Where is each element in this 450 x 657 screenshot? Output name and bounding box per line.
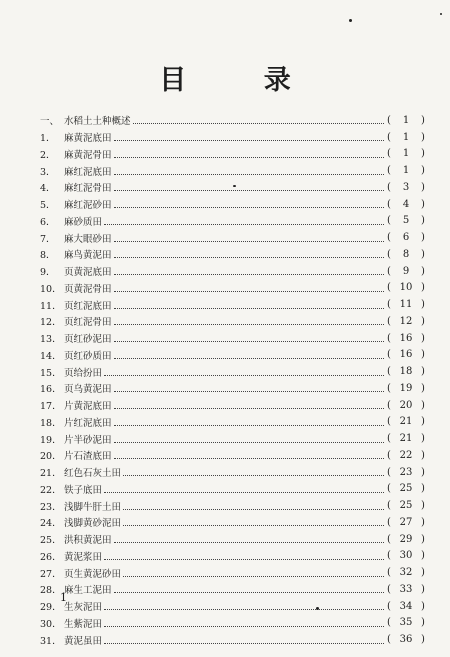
dot-leader bbox=[114, 248, 384, 258]
entry-page: 11 bbox=[399, 299, 413, 311]
entry-number: 5． bbox=[40, 200, 56, 212]
dot-leader bbox=[114, 131, 384, 141]
entry-page: 9 bbox=[402, 265, 410, 277]
entry-title: 页红泥底田 bbox=[64, 300, 112, 312]
entry-title: 页红泥骨田 bbox=[64, 317, 112, 329]
entry-page-ref bbox=[386, 500, 426, 511]
entry-number: 1． bbox=[40, 133, 56, 145]
entry-title: 浅脚黄砂泥田 bbox=[64, 518, 122, 530]
entry-title: 页生黄泥砂田 bbox=[64, 568, 122, 580]
entry-page: 21 bbox=[399, 416, 413, 428]
entry-page: 35 bbox=[399, 617, 413, 629]
entry-number: 18． bbox=[40, 417, 62, 429]
entry-page-ref bbox=[386, 266, 426, 277]
entry-page: 12 bbox=[399, 315, 413, 327]
dot-leader bbox=[114, 433, 384, 443]
entry-page-ref bbox=[386, 450, 426, 461]
entry-page: 5 bbox=[402, 215, 410, 227]
open-paren: ( bbox=[387, 466, 391, 478]
entry-number: 19． bbox=[40, 434, 62, 446]
entry-page: 6 bbox=[402, 232, 410, 244]
dot-leader bbox=[123, 567, 384, 577]
entry-page-ref bbox=[386, 232, 426, 243]
entry-number: 10． bbox=[40, 283, 62, 295]
entry-page: 30 bbox=[399, 550, 413, 562]
dot-leader bbox=[114, 299, 384, 309]
toc-entry bbox=[40, 296, 426, 313]
close-paren: ) bbox=[421, 198, 425, 210]
entry-page: 27 bbox=[399, 516, 413, 528]
close-paren: ) bbox=[421, 567, 425, 579]
open-paren: ( bbox=[387, 583, 391, 595]
entry-title: 麻黄泥骨田 bbox=[64, 149, 112, 161]
dot-leader bbox=[114, 349, 384, 359]
dot-leader bbox=[114, 315, 384, 325]
entry-page: 29 bbox=[399, 533, 413, 545]
open-paren: ( bbox=[387, 315, 391, 327]
close-paren: ) bbox=[421, 265, 425, 277]
close-paren: ) bbox=[421, 248, 425, 260]
dot-leader bbox=[104, 634, 384, 644]
entry-title: 铁子底田 bbox=[64, 484, 103, 496]
entry-number: 14． bbox=[40, 350, 62, 362]
entry-page-ref bbox=[386, 249, 426, 260]
close-paren: ) bbox=[421, 299, 425, 311]
entry-page-ref bbox=[386, 400, 426, 411]
entry-title: 水稻土土种概述 bbox=[64, 116, 131, 128]
toc-entry bbox=[40, 564, 426, 581]
entry-title: 片石渣底田 bbox=[64, 451, 112, 463]
toc-entry bbox=[40, 112, 426, 129]
toc-entry bbox=[40, 229, 426, 246]
close-paren: ) bbox=[421, 349, 425, 361]
dot-leader bbox=[114, 282, 384, 292]
entry-page-ref bbox=[386, 550, 426, 561]
entry-title: 页黄泥骨田 bbox=[64, 283, 112, 295]
entry-number: 16． bbox=[40, 384, 62, 396]
entry-number: 15． bbox=[40, 367, 62, 379]
entry-page: 22 bbox=[399, 449, 413, 461]
dot-leader bbox=[104, 617, 384, 627]
entry-title: 页红砂泥田 bbox=[64, 334, 112, 346]
entry-page-ref bbox=[386, 584, 426, 595]
entry-number: 30． bbox=[40, 618, 62, 630]
close-paren: ) bbox=[421, 232, 425, 244]
open-paren: ( bbox=[387, 516, 391, 528]
entry-title: 页红砂质田 bbox=[64, 350, 112, 362]
entry-title: 生紫泥田 bbox=[64, 618, 103, 630]
entry-page-ref bbox=[386, 316, 426, 327]
dot-leader bbox=[114, 533, 384, 543]
dot-leader bbox=[114, 181, 384, 191]
toc-entry bbox=[40, 129, 426, 146]
toc-entry bbox=[40, 263, 426, 280]
dot-leader bbox=[114, 583, 384, 593]
close-paren: ) bbox=[421, 131, 425, 143]
entry-number: 2． bbox=[40, 149, 56, 161]
entry-page-ref bbox=[386, 282, 426, 293]
toc-entry bbox=[40, 196, 426, 213]
entry-number: 22． bbox=[40, 484, 62, 496]
toc-entry bbox=[40, 313, 426, 330]
open-paren: ( bbox=[387, 399, 391, 411]
toc-entry bbox=[40, 631, 426, 648]
entry-title: 页给扮田 bbox=[64, 367, 103, 379]
entry-page: 25 bbox=[399, 500, 413, 512]
open-paren: ( bbox=[387, 265, 391, 277]
entry-number: 21． bbox=[40, 468, 62, 480]
entry-title: 麻红泥骨田 bbox=[64, 183, 112, 195]
close-paren: ) bbox=[421, 165, 425, 177]
open-paren: ( bbox=[387, 215, 391, 227]
open-paren: ( bbox=[387, 483, 391, 495]
toc-entry bbox=[40, 581, 426, 598]
entry-number: 9． bbox=[40, 267, 56, 279]
entry-title: 麻大眼砂田 bbox=[64, 233, 112, 245]
dot-leader bbox=[123, 466, 384, 476]
close-paren: ) bbox=[421, 382, 425, 394]
entry-title: 麻红泥底田 bbox=[64, 166, 112, 178]
entry-title: 麻鸟黄泥田 bbox=[64, 250, 112, 262]
entry-page-ref bbox=[386, 634, 426, 645]
entry-number: 23． bbox=[40, 501, 62, 513]
entry-page: 1 bbox=[402, 131, 410, 143]
open-paren: ( bbox=[387, 148, 391, 160]
entry-page-ref bbox=[386, 299, 426, 310]
entry-page: 21 bbox=[399, 433, 413, 445]
open-paren: ( bbox=[387, 567, 391, 579]
entry-number: 3． bbox=[40, 166, 56, 178]
entry-number: 4． bbox=[40, 183, 56, 195]
entry-page: 36 bbox=[399, 634, 413, 646]
close-paren: ) bbox=[421, 366, 425, 378]
dot-leader bbox=[114, 265, 384, 275]
toc-entry bbox=[40, 531, 426, 548]
toc-entry bbox=[40, 598, 426, 615]
entry-title: 红色石灰土田 bbox=[64, 468, 122, 480]
close-paren: ) bbox=[421, 533, 425, 545]
dot-leader bbox=[114, 382, 384, 392]
open-paren: ( bbox=[387, 382, 391, 394]
dot-leader bbox=[114, 399, 384, 409]
open-paren: ( bbox=[387, 449, 391, 461]
toc-entry bbox=[40, 363, 426, 380]
dot-leader bbox=[123, 500, 384, 510]
dot-leader bbox=[114, 198, 384, 208]
entry-title: 片红泥底田 bbox=[64, 417, 112, 429]
open-paren: ( bbox=[387, 232, 391, 244]
open-paren: ( bbox=[387, 332, 391, 344]
close-paren: ) bbox=[421, 466, 425, 478]
entry-title: 麻砂质田 bbox=[64, 216, 103, 228]
dot-leader bbox=[114, 449, 384, 459]
toc-entry bbox=[40, 213, 426, 230]
entry-number: 12． bbox=[40, 317, 62, 329]
toc-entry bbox=[40, 380, 426, 397]
entry-number: 25． bbox=[40, 535, 62, 547]
entry-page-ref bbox=[386, 148, 426, 159]
dot-leader bbox=[114, 416, 384, 426]
entry-page: 25 bbox=[399, 483, 413, 495]
open-paren: ( bbox=[387, 248, 391, 260]
entry-page: 4 bbox=[402, 198, 410, 210]
entry-page-ref bbox=[386, 349, 426, 360]
close-paren: ) bbox=[421, 148, 425, 160]
entry-page-ref bbox=[386, 601, 426, 612]
entry-page: 34 bbox=[399, 600, 413, 612]
close-paren: ) bbox=[421, 550, 425, 562]
entry-page: 1 bbox=[402, 165, 410, 177]
toc-entry bbox=[40, 497, 426, 514]
toc-entry bbox=[40, 330, 426, 347]
entry-page-ref bbox=[386, 483, 426, 494]
entry-number: 24． bbox=[40, 518, 62, 530]
close-paren: ) bbox=[421, 449, 425, 461]
page-number: 1 bbox=[60, 591, 67, 604]
entry-title: 页黄泥底田 bbox=[64, 267, 112, 279]
open-paren: ( bbox=[387, 349, 391, 361]
entry-title: 麻黄泥底田 bbox=[64, 133, 112, 145]
dot-leader bbox=[133, 114, 384, 124]
toc-entry bbox=[40, 481, 426, 498]
dot-leader bbox=[123, 516, 384, 526]
open-paren: ( bbox=[387, 165, 391, 177]
entry-page-ref bbox=[386, 215, 426, 226]
entry-page: 23 bbox=[399, 466, 413, 478]
entry-number: 20． bbox=[40, 451, 62, 463]
entry-page-ref bbox=[386, 366, 426, 377]
entry-page: 18 bbox=[399, 366, 413, 378]
entry-number: 8． bbox=[40, 250, 56, 262]
dot-leader bbox=[114, 148, 384, 158]
entry-page: 10 bbox=[399, 282, 413, 294]
toc-entry bbox=[40, 464, 426, 481]
toc-entry bbox=[40, 280, 426, 297]
close-paren: ) bbox=[421, 332, 425, 344]
open-paren: ( bbox=[387, 416, 391, 428]
entry-title: 片半砂泥田 bbox=[64, 434, 112, 446]
entry-page-ref bbox=[386, 383, 426, 394]
open-paren: ( bbox=[387, 114, 391, 126]
entry-page-ref bbox=[386, 182, 426, 193]
entry-page-ref bbox=[386, 433, 426, 444]
entry-number: 6． bbox=[40, 216, 56, 228]
open-paren: ( bbox=[387, 131, 391, 143]
toc-entry bbox=[40, 548, 426, 565]
entry-page: 33 bbox=[399, 583, 413, 595]
entry-page: 1 bbox=[402, 114, 410, 126]
close-paren: ) bbox=[421, 483, 425, 495]
entry-page: 19 bbox=[399, 382, 413, 394]
open-paren: ( bbox=[387, 282, 391, 294]
toc-entry bbox=[40, 397, 426, 414]
toc-entry bbox=[40, 347, 426, 364]
entry-number: 26． bbox=[40, 551, 62, 563]
entry-page-ref bbox=[386, 199, 426, 210]
entry-page-ref bbox=[386, 534, 426, 545]
open-paren: ( bbox=[387, 634, 391, 646]
entry-page-ref bbox=[386, 165, 426, 176]
entry-title: 黄泥虽田 bbox=[64, 635, 103, 647]
open-paren: ( bbox=[387, 600, 391, 612]
dot-leader bbox=[114, 232, 384, 242]
entry-number: 28． bbox=[40, 585, 62, 597]
dot-leader bbox=[104, 483, 384, 493]
open-paren: ( bbox=[387, 366, 391, 378]
open-paren: ( bbox=[387, 299, 391, 311]
entry-title: 页乌黄泥田 bbox=[64, 384, 112, 396]
dot-leader bbox=[104, 600, 384, 610]
close-paren: ) bbox=[421, 500, 425, 512]
entry-page-ref bbox=[386, 467, 426, 478]
entry-page: 32 bbox=[399, 567, 413, 579]
close-paren: ) bbox=[421, 399, 425, 411]
entry-number: 11． bbox=[40, 300, 62, 312]
close-paren: ) bbox=[421, 600, 425, 612]
dot-leader bbox=[104, 366, 384, 376]
entry-number: 17． bbox=[40, 401, 62, 413]
close-paren: ) bbox=[421, 215, 425, 227]
entry-number: 一、 bbox=[40, 116, 60, 128]
open-paren: ( bbox=[387, 181, 391, 193]
toc-entry bbox=[40, 246, 426, 263]
close-paren: ) bbox=[421, 617, 425, 629]
page-title: 目 录 bbox=[159, 65, 325, 96]
entry-page-ref bbox=[386, 517, 426, 528]
toc-entry bbox=[40, 514, 426, 531]
entry-number: 29． bbox=[40, 602, 62, 614]
toc-entry bbox=[40, 162, 426, 179]
close-paren: ) bbox=[421, 634, 425, 646]
close-paren: ) bbox=[421, 416, 425, 428]
entry-number: 7． bbox=[40, 233, 56, 245]
dot-leader bbox=[114, 165, 384, 175]
entry-number: 31． bbox=[40, 635, 62, 647]
entry-number: 27． bbox=[40, 568, 62, 580]
entry-title: 片黄泥底田 bbox=[64, 401, 112, 413]
entry-title: 麻红泥砂田 bbox=[64, 200, 112, 212]
entry-page-ref bbox=[386, 132, 426, 143]
toc-entry bbox=[40, 146, 426, 163]
entry-page: 16 bbox=[399, 332, 413, 344]
dot-leader bbox=[104, 215, 384, 225]
entry-page: 20 bbox=[399, 399, 413, 411]
entry-title: 浅脚牛肝土田 bbox=[64, 501, 122, 513]
entry-page: 8 bbox=[402, 248, 410, 260]
toc-entry bbox=[40, 179, 426, 196]
entry-page-ref bbox=[386, 567, 426, 578]
open-paren: ( bbox=[387, 500, 391, 512]
toc-entry bbox=[40, 447, 426, 464]
open-paren: ( bbox=[387, 198, 391, 210]
close-paren: ) bbox=[421, 583, 425, 595]
entry-title: 麻生工泥田 bbox=[64, 585, 112, 597]
dot-leader bbox=[114, 332, 384, 342]
close-paren: ) bbox=[421, 315, 425, 327]
close-paren: ) bbox=[421, 181, 425, 193]
close-paren: ) bbox=[421, 516, 425, 528]
entry-title: 黄泥浆田 bbox=[64, 551, 103, 563]
open-paren: ( bbox=[387, 617, 391, 629]
table-of-contents bbox=[40, 112, 426, 648]
entry-page-ref bbox=[386, 115, 426, 126]
close-paren: ) bbox=[421, 282, 425, 294]
close-paren: ) bbox=[421, 433, 425, 445]
open-paren: ( bbox=[387, 433, 391, 445]
open-paren: ( bbox=[387, 550, 391, 562]
entry-page: 16 bbox=[399, 349, 413, 361]
entry-number: 13． bbox=[40, 334, 62, 346]
toc-entry bbox=[40, 430, 426, 447]
entry-page-ref bbox=[386, 416, 426, 427]
entry-title: 生灰泥田 bbox=[64, 602, 103, 614]
toc-entry bbox=[40, 414, 426, 431]
entry-page-ref bbox=[386, 333, 426, 344]
dot-leader bbox=[104, 550, 384, 560]
entry-page: 1 bbox=[402, 148, 410, 160]
entry-title: 洪积黄泥田 bbox=[64, 535, 112, 547]
toc-entry bbox=[40, 615, 426, 632]
close-paren: ) bbox=[421, 114, 425, 126]
open-paren: ( bbox=[387, 533, 391, 545]
entry-page: 3 bbox=[402, 181, 410, 193]
entry-page-ref bbox=[386, 617, 426, 628]
